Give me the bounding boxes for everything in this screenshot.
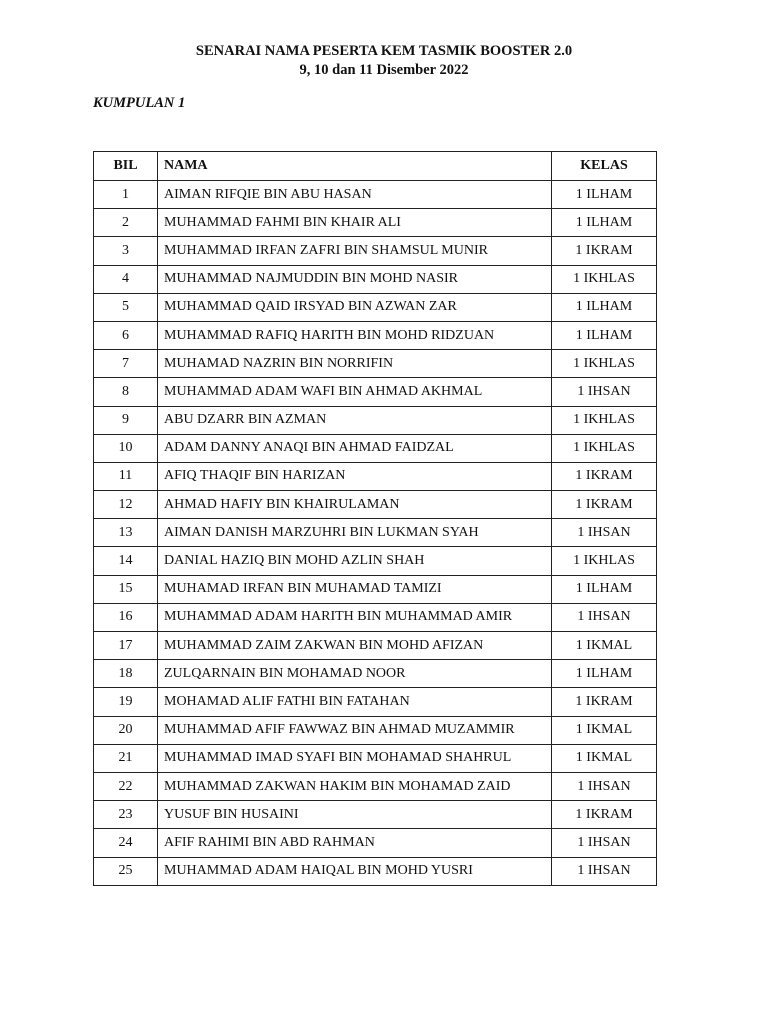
table-row (94, 350, 657, 378)
cell-bil: 7 (94, 350, 158, 378)
cell-kelas: 1 IKHLAS (552, 434, 657, 462)
cell-nama: MUHAMMAD IMAD SYAFI BIN MOHAMAD SHAHRUL (158, 744, 552, 772)
cell-kelas: 1 IKHLAS (552, 350, 657, 378)
table-row (94, 716, 657, 744)
cell-bil: 6 (94, 321, 158, 349)
cell-nama: MUHAMMAD AFIF FAWWAZ BIN AHMAD MUZAMMIR (158, 716, 552, 744)
table-row (94, 772, 657, 800)
cell-nama: DANIAL HAZIQ BIN MOHD AZLIN SHAH (158, 547, 552, 575)
cell-kelas: 1 ILHAM (552, 660, 657, 688)
cell-bil: 23 (94, 801, 158, 829)
table-row (94, 801, 657, 829)
cell-kelas: 1 IHSAN (552, 603, 657, 631)
cell-bil: 15 (94, 575, 158, 603)
cell-kelas: 1 IHSAN (552, 772, 657, 800)
cell-nama: MUHAMMAD QAID IRSYAD BIN AZWAN ZAR (158, 293, 552, 321)
cell-nama: MUHAMMAD RAFIQ HARITH BIN MOHD RIDZUAN (158, 321, 552, 349)
cell-nama: MUHAMMAD NAJMUDDIN BIN MOHD NASIR (158, 265, 552, 293)
table-row (94, 321, 657, 349)
table-row (94, 293, 657, 321)
table-row (94, 660, 657, 688)
cell-kelas: 1 ILHAM (552, 293, 657, 321)
cell-bil: 18 (94, 660, 158, 688)
cell-bil: 2 (94, 209, 158, 237)
cell-bil: 1 (94, 181, 158, 209)
cell-nama: MOHAMAD ALIF FATHI BIN FATAHAN (158, 688, 552, 716)
cell-nama: AIMAN RIFQIE BIN ABU HASAN (158, 181, 552, 209)
cell-bil: 19 (94, 688, 158, 716)
cell-bil: 11 (94, 462, 158, 490)
document-title: SENARAI NAMA PESERTA KEM TASMIK BOOSTER 2.0 (195, 43, 573, 59)
cell-bil: 14 (94, 547, 158, 575)
table-row (94, 406, 657, 434)
table-row (94, 434, 657, 462)
cell-kelas: 1 IHSAN (552, 857, 657, 885)
table-row (94, 519, 657, 547)
cell-bil: 25 (94, 857, 158, 885)
cell-bil: 17 (94, 632, 158, 660)
cell-nama: MUHAMMAD ADAM HAIQAL BIN MOHD YUSRI (158, 857, 552, 885)
header-nama: NAMA (158, 152, 552, 181)
cell-kelas: 1 IKMAL (552, 744, 657, 772)
participant-table (93, 151, 657, 886)
cell-bil: 4 (94, 265, 158, 293)
cell-nama: YUSUF BIN HUSAINI (158, 801, 552, 829)
table-row (94, 491, 657, 519)
table-row (94, 829, 657, 857)
header-kelas: KELAS (552, 152, 657, 181)
cell-bil: 24 (94, 829, 158, 857)
cell-bil: 8 (94, 378, 158, 406)
cell-bil: 10 (94, 434, 158, 462)
header-bil: BIL (94, 152, 158, 181)
cell-kelas: 1 IKRAM (552, 462, 657, 490)
table-row (94, 688, 657, 716)
cell-nama: MUHAMMAD ADAM HARITH BIN MUHAMMAD AMIR (158, 603, 552, 631)
cell-bil: 16 (94, 603, 158, 631)
cell-nama: MUHAMMAD IRFAN ZAFRI BIN SHAMSUL MUNIR (158, 237, 552, 265)
cell-nama: AHMAD HAFIY BIN KHAIRULAMAN (158, 491, 552, 519)
cell-bil: 5 (94, 293, 158, 321)
cell-nama: AIMAN DANISH MARZUHRI BIN LUKMAN SYAH (158, 519, 552, 547)
table-row (94, 575, 657, 603)
cell-nama: AFIQ THAQIF BIN HARIZAN (158, 462, 552, 490)
cell-kelas: 1 IKRAM (552, 237, 657, 265)
cell-kelas: 1 IKRAM (552, 491, 657, 519)
table-row (94, 603, 657, 631)
cell-nama: MUHAMMAD ADAM WAFI BIN AHMAD AKHMAL (158, 378, 552, 406)
cell-kelas: 1 IKHLAS (552, 547, 657, 575)
cell-nama: AFIF RAHIMI BIN ABD RAHMAN (158, 829, 552, 857)
cell-kelas: 1 IKHLAS (552, 265, 657, 293)
cell-nama: ZULQARNAIN BIN MOHAMAD NOOR (158, 660, 552, 688)
group-label: KUMPULAN 1 (93, 95, 186, 111)
cell-kelas: 1 ILHAM (552, 181, 657, 209)
cell-nama: ADAM DANNY ANAQI BIN AHMAD FAIDZAL (158, 434, 552, 462)
cell-kelas: 1 IHSAN (552, 378, 657, 406)
table-body (94, 181, 657, 886)
table-row (94, 857, 657, 885)
cell-kelas: 1 ILHAM (552, 575, 657, 603)
cell-kelas: 1 IKRAM (552, 801, 657, 829)
cell-kelas: 1 IKMAL (552, 632, 657, 660)
table-row (94, 181, 657, 209)
cell-nama: MUHAMMAD FAHMI BIN KHAIR ALI (158, 209, 552, 237)
table-row (94, 632, 657, 660)
cell-bil: 12 (94, 491, 158, 519)
table-row (94, 265, 657, 293)
cell-bil: 3 (94, 237, 158, 265)
cell-bil: 9 (94, 406, 158, 434)
table-row (94, 237, 657, 265)
cell-nama: MUHAMMAD ZAKWAN HAKIM BIN MOHAMAD ZAID (158, 772, 552, 800)
cell-kelas: 1 ILHAM (552, 321, 657, 349)
cell-kelas: 1 IKHLAS (552, 406, 657, 434)
cell-kelas: 1 IHSAN (552, 829, 657, 857)
table-header-row (94, 152, 657, 181)
table-row (94, 462, 657, 490)
table-row (94, 744, 657, 772)
cell-bil: 21 (94, 744, 158, 772)
cell-nama: ABU DZARR BIN AZMAN (158, 406, 552, 434)
table-row (94, 378, 657, 406)
cell-kelas: 1 IKRAM (552, 688, 657, 716)
table-row (94, 547, 657, 575)
cell-kelas: 1 ILHAM (552, 209, 657, 237)
cell-nama: MUHAMMAD ZAIM ZAKWAN BIN MOHD AFIZAN (158, 632, 552, 660)
cell-bil: 22 (94, 772, 158, 800)
document-dates: 9, 10 dan 11 Disember 2022 (299, 62, 469, 78)
cell-bil: 13 (94, 519, 158, 547)
table-row (94, 209, 657, 237)
cell-nama: MUHAMAD NAZRIN BIN NORRIFIN (158, 350, 552, 378)
cell-bil: 20 (94, 716, 158, 744)
cell-kelas: 1 IKMAL (552, 716, 657, 744)
cell-kelas: 1 IHSAN (552, 519, 657, 547)
cell-nama: MUHAMAD IRFAN BIN MUHAMAD TAMIZI (158, 575, 552, 603)
